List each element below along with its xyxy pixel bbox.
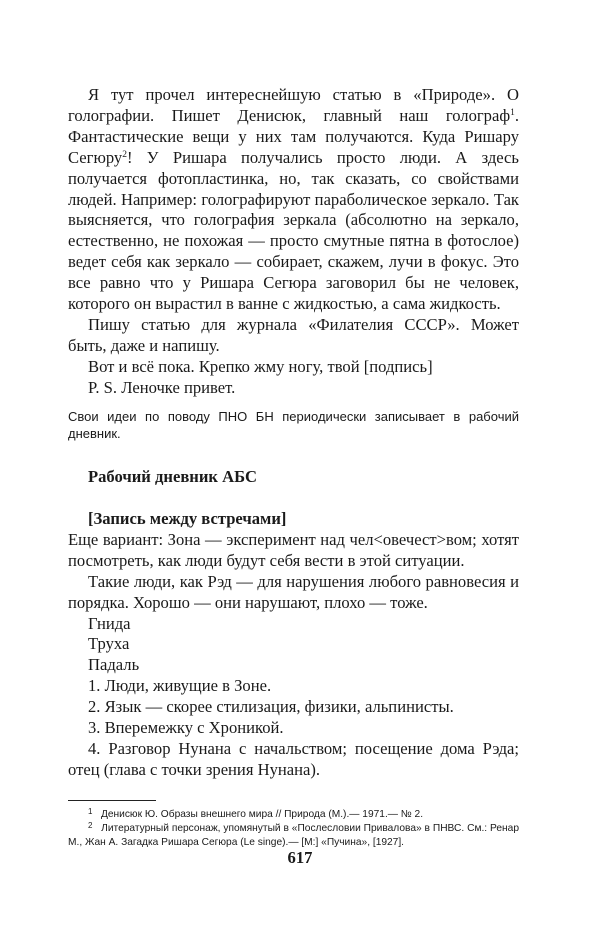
footnote-1: $^1$ Денисюк Ю. Образы внешнего мира // Природа (М.).— 1971.— № 2. xyxy=(88,807,424,820)
footnote-number: 2 xyxy=(88,821,93,830)
letter-paragraph-3: Вот и всё пока. Крепко жму ногу, твой [подпись] xyxy=(88,356,433,376)
letter-paragraph-2: Пишу статью для журнала «Филателия СССР». Может быть, даже и напишу. xyxy=(68,314,519,355)
entry-heading: [Запись между встречами] xyxy=(88,509,287,528)
diary-word: Гнида xyxy=(88,613,131,633)
footnote-ref-2[interactable]: 2 xyxy=(122,149,127,160)
letter-section xyxy=(68,85,519,399)
diary-paragraph-1: Еще вариант: Зона — эксперимент над чел<овечест>вом; хотят посмотреть, как люди будут себя вести в этой ситуации. xyxy=(68,529,519,570)
diary-word: Падаль xyxy=(88,655,140,675)
footnote-2: $^2$ Литературный персонаж, упомянутый в «Послесловии Привалова» в ПНВС. См.: Ренар М., Жан А. Загадка Ришара Сегюра (Le singe).— [М:] «Пучина», [1927]. xyxy=(68,821,519,848)
footnote-number: 1 xyxy=(88,807,93,816)
diary-list-item: 2. Язык — скорее стилизация, физики, альпинисты. xyxy=(88,697,454,717)
footnote-divider xyxy=(68,800,156,801)
diary-list-item: 1. Люди, живущие в Зоне. xyxy=(88,676,272,696)
diary-entry xyxy=(68,509,519,781)
letter-paragraph-1: Я тут прочел интереснейшую статью в «Природе». О голографии. Пишет Денисюк, главный наш голограф$^1$. Фантастические вещи у них там получаются. Куда Ришару Сегюру$^2$! У Ришара получались просто люди. А здесь получается фотопластинка, но, так сказать, со свойствами людей. Например: голографируют параболическое зеркало. Так выясняется, что голография зеркала (абсолютно на зеркало, естественно, не похожая — просто смутные пятна в фотослое) ведет себя как зеркало — собирает, скажем, лучи в фокус. Это все равно что у Ришара Сегюра заговорил бы не человек, которого он вырастил в ванне с жидкостью, а сама жидкость. xyxy=(68,85,519,314)
diary-list-item: 4. Разговор Нунана с начальством; посещение дома Рэда; отец (глава с точки зрения Нунана). xyxy=(68,738,519,779)
diary-paragraph-2: Такие люди, как Рэд — для нарушения любого равновесия и порядка. Хорошо — они нарушают, плохо — тоже. xyxy=(68,571,519,612)
footnote-ref-1[interactable]: 1 xyxy=(510,107,515,118)
diary-list-item: 3. Вперемежку с Хроникой. xyxy=(88,718,284,738)
diary-title: Рабочий дневник АБС xyxy=(88,467,257,486)
page-number: 617 xyxy=(287,848,313,867)
editor-note: Свои идеи по поводу ПНО БН периодически записывает в рабочий дневник. xyxy=(68,409,519,441)
letter-postscript: P. S. Леночке привет. xyxy=(88,377,236,397)
diary-word: Труха xyxy=(88,634,130,654)
